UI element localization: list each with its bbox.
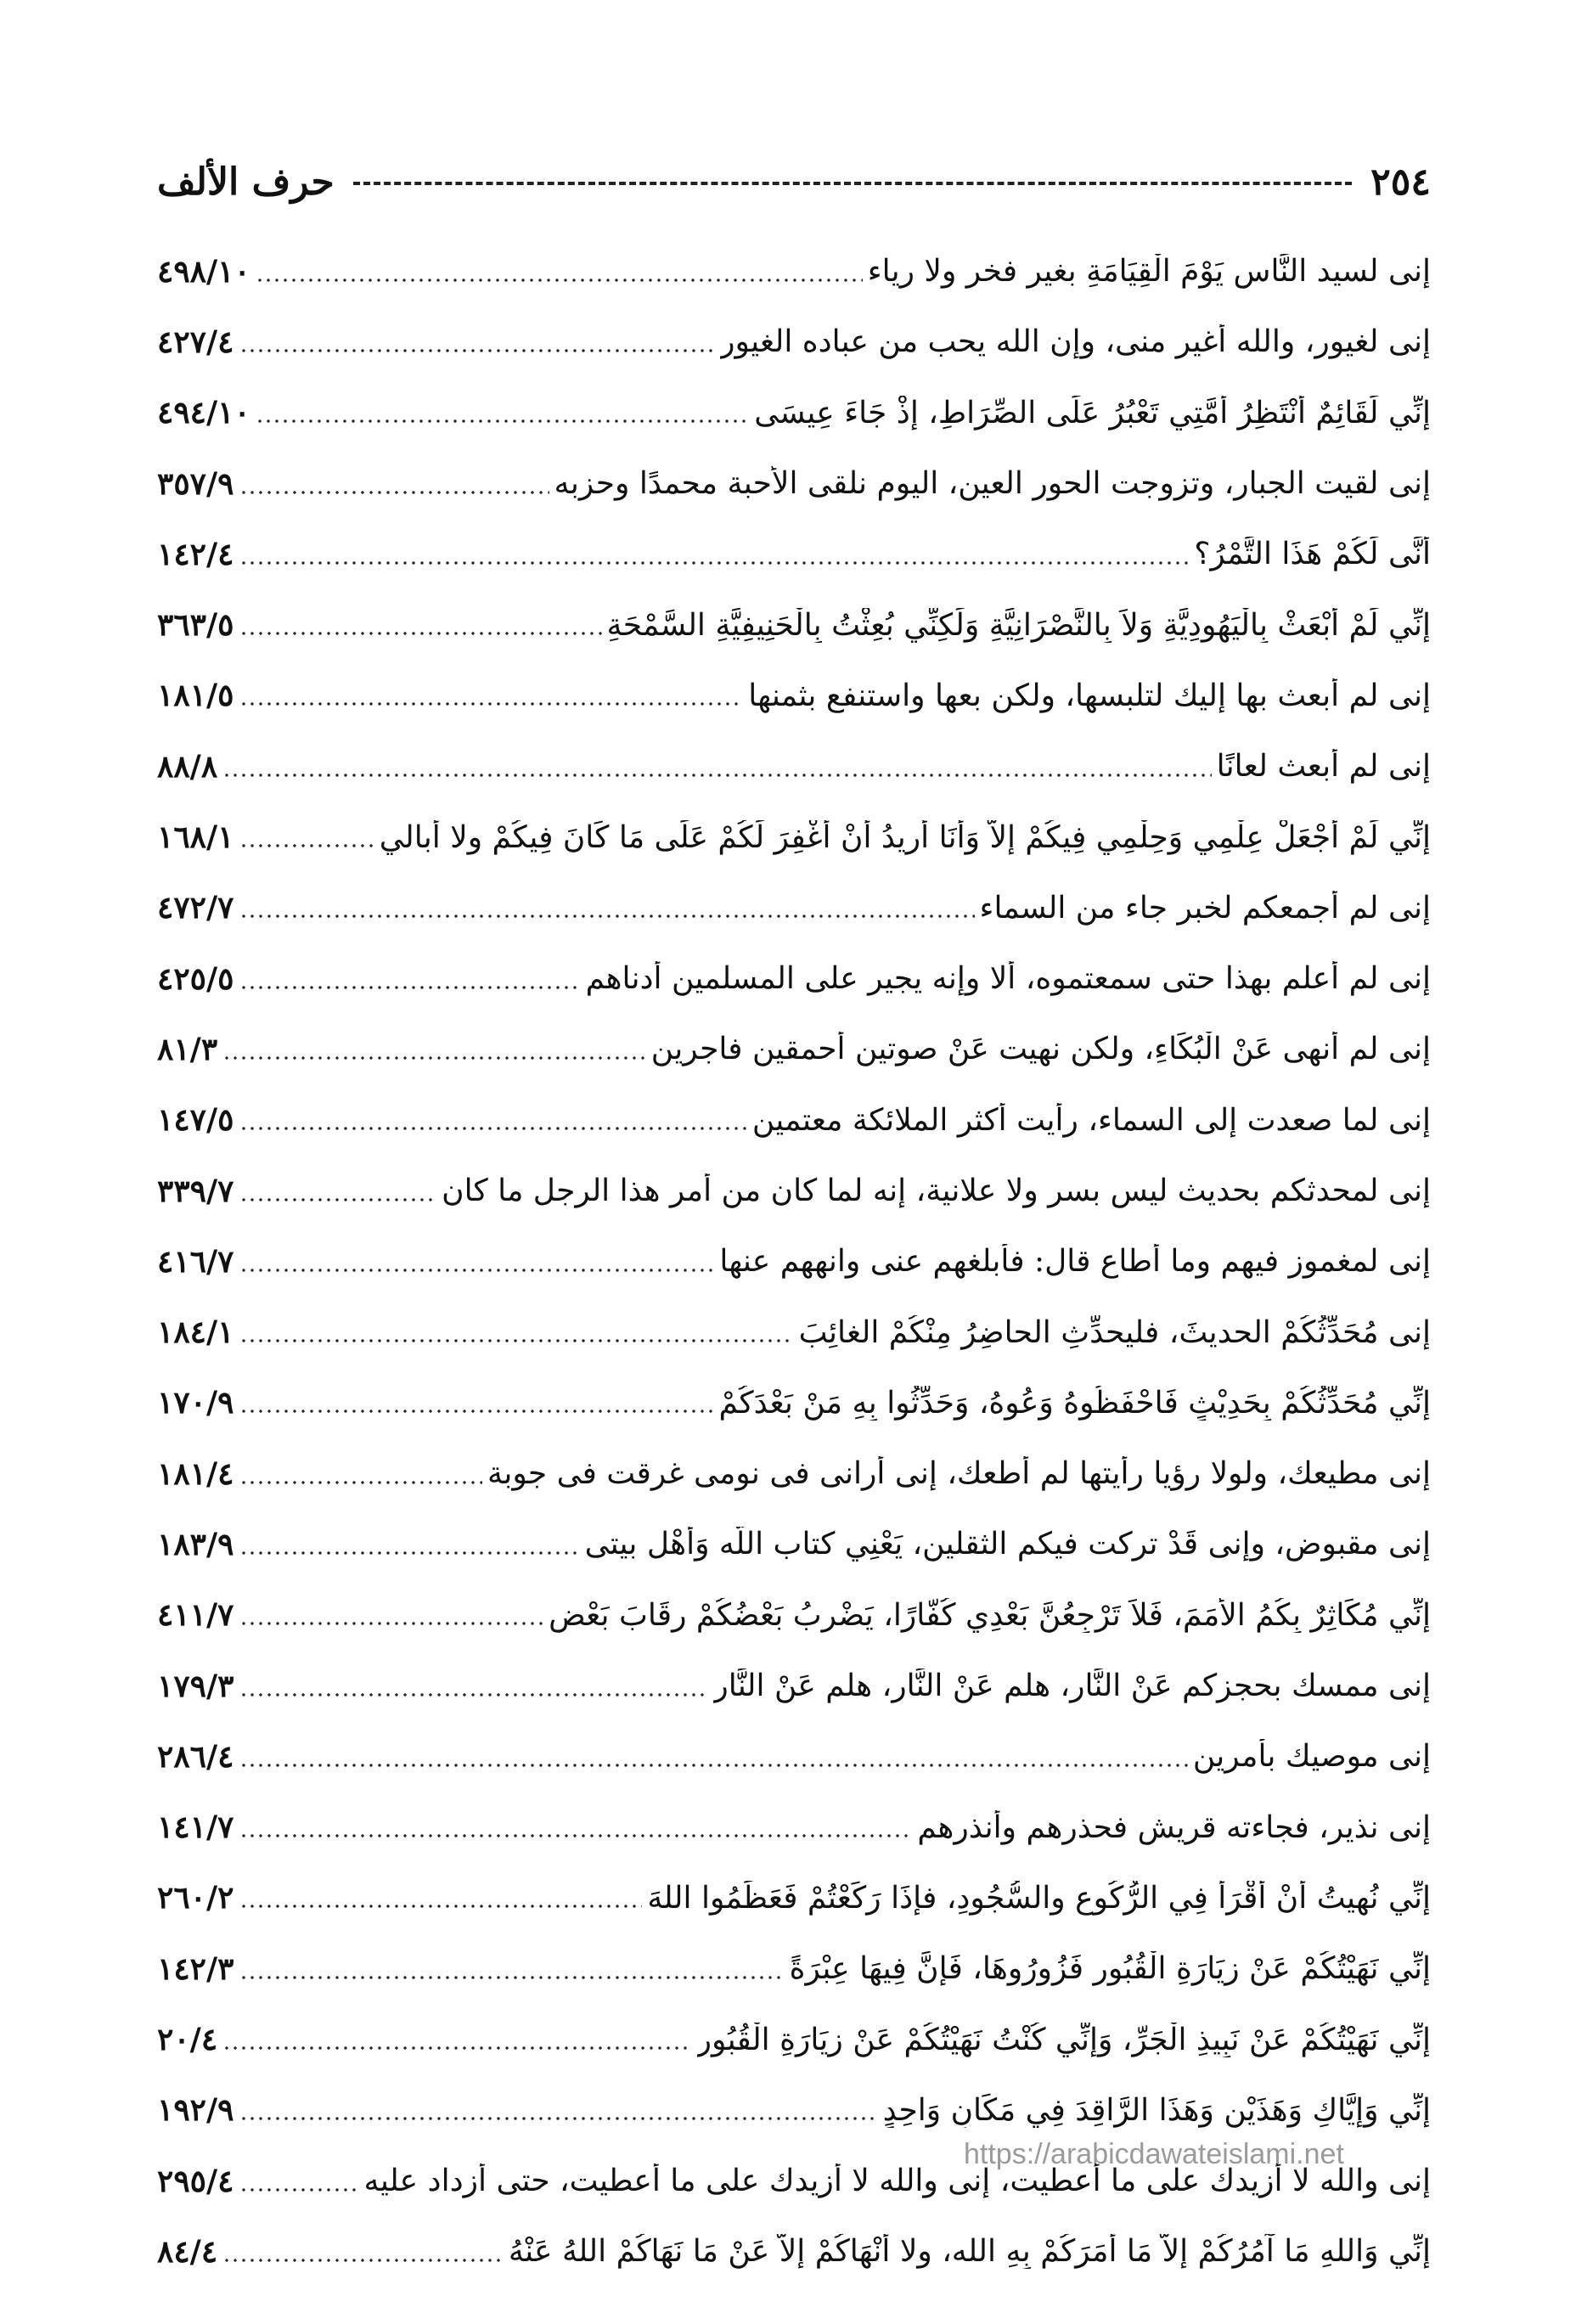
dot-leader [222, 771, 1212, 779]
volume-page-reference: ٢٨٦/٤ [157, 1738, 234, 1775]
hadith-text: إنى مُحَدِّثُكُمْ الحديثَ، فليحدِّثِ الحاضِرُ مِنْكُمْ الغائِبَ [798, 1314, 1431, 1350]
index-entry [157, 519, 1431, 589]
volume-page-reference: ٢٦٠/٢ [157, 1880, 234, 1916]
dot-leader [239, 559, 1190, 567]
dot-leader [239, 841, 374, 850]
dot-leader [239, 2114, 878, 2123]
volume-page-reference: ١٧٠/٩ [157, 1385, 234, 1421]
volume-page-reference: ٤٩٤/١٠ [157, 395, 250, 431]
index-entry [157, 661, 1431, 731]
volume-page-reference: ٤١٦/٧ [157, 1243, 234, 1280]
hadith-text: إنى موصيك بأمرين [1192, 1739, 1431, 1775]
volume-page-reference: ١٤٢/٣ [157, 1950, 234, 1987]
index-entry [157, 378, 1431, 448]
volume-page-reference: ١٤٢/٤ [157, 536, 234, 572]
hadith-text: إنى لقيت الجبار، وتزوجت الحور العين، اليوم نلقى الأحبة محمدًا وحزبه [554, 466, 1431, 502]
index-entry [157, 1792, 1431, 1863]
volume-page-reference: ٢٩٥/٤ [157, 2163, 234, 2199]
dot-leader [239, 912, 975, 920]
index-entry [157, 1156, 1431, 1226]
hadith-text: إنى لم أجمعكم لخبر جاء من السماء [979, 890, 1431, 926]
index-entry [157, 1509, 1431, 1579]
dot-leader [239, 1124, 747, 1133]
hadith-text: إنى مطيعك، ولولا رؤيا رأيتها لم أطعك، إنى أرانى فى نومى غرقت فى جوبة [487, 1456, 1431, 1492]
index-entry [157, 2075, 1431, 2146]
section-title: حرف الألف [157, 160, 335, 204]
volume-page-reference: ٨١/٣ [157, 1031, 218, 1067]
hadith-text: إنى مقبوض، وإنى قَدْ تركت فيكم الثقلين، يَعْنِي كتاب اللَّه وَأَهْلِ بيتى [584, 1527, 1431, 1562]
volume-page-reference: ٣٦٣/٥ [157, 607, 234, 644]
hadith-text: إِنِّي وَإِيَّاكِ وَهَذَيْنِ وَهَذَا الرَّاقِدَ فِي مَكَانٍ وَاحِدٍ [882, 2092, 1431, 2128]
dot-leader [239, 346, 716, 355]
hadith-text: إنى لمغموز فيهم وما أطاع قال: فأبلغهم عنى وانههم عنها [719, 1244, 1431, 1280]
hadith-text: أَنَّى لَكُمْ هَذَا التَّمْرُ؟ [1194, 537, 1431, 572]
hadith-text: إنى لم أبعث لعانًا [1216, 749, 1431, 785]
index-entry [157, 1933, 1431, 2004]
dot-leader [256, 417, 749, 425]
hadith-text: إِنِّي لَقَائِمٌ أَنْتَظِرُ أُمَّتِي تَعْبُرُ عَلَى الصِّرَاطِ، إِذْ جَاءَ عِيسَى [754, 395, 1431, 430]
hadith-text: إنى لمحدثكم بحديث ليس بسر ولا علانية، إنه لما كان من أمر هذا الرجل ما كان [442, 1173, 1431, 1208]
dot-leader [239, 1902, 643, 1910]
volume-page-reference: ٤٢٧/٤ [157, 324, 234, 360]
dot-leader [239, 1691, 709, 1699]
dot-leader [239, 700, 744, 708]
volume-page-reference: ١٨١/٥ [157, 678, 234, 714]
dot-leader [239, 1832, 913, 1840]
index-entry [157, 1863, 1431, 1933]
index-entry [157, 1438, 1431, 1509]
volume-page-reference: ١٨١/٤ [157, 1455, 234, 1492]
volume-page-reference: ٨٤/٤ [157, 2233, 218, 2270]
hadith-index-list [157, 236, 1431, 2287]
header-dashed-rule [353, 182, 1352, 185]
page-header [157, 151, 1431, 212]
dot-leader [222, 2044, 692, 2052]
hadith-text: إنى لغيور، والله أغير منى، وإن الله يحب من عباده الغيور [720, 324, 1431, 360]
volume-page-reference: ٢٠/٤ [157, 2022, 218, 2058]
volume-page-reference: ٤٩٨/١٠ [157, 253, 250, 290]
index-entry [157, 1014, 1431, 1084]
volume-page-reference: ٣٥٧/٩ [157, 465, 234, 502]
hadith-text: إِنِّي لَمْ أَجْعَلْ عِلْمِي وَحِلْمِي فِيكُمْ إِلاَّ وَأَنَا أُرِيدُ أَنْ أَغْفِرَ لَكُمْ عَلَى مَا كَانَ فِيكُمْ ولا أبالي [379, 819, 1431, 855]
hadith-text: إِنِّي مُحَدِّثُكُمْ بِحَدِيْثٍ فَاحْفَظُوهُ وَعُوهُ، وَحَدِّثُوا بِهِ مَنْ بَعْدَكُمْ [718, 1385, 1431, 1421]
hadith-text: إنى نذير، فجاءته قريش فحذرهم وأنذرهم [917, 1809, 1431, 1845]
hadith-text: إِنِّي نَهَيْتُكُمْ عَنْ زِيَارَةِ الْقُبُورِ فَزُورُوهَا، فَإِنَّ فِيهَا عِبْرَةً [789, 1951, 1431, 1987]
index-entry [157, 1368, 1431, 1438]
hadith-text: إِنِّي نَهَيْتُكُمْ عَنْ نَبِيذِ الْجَرِّ، وَإِنِّي كُنْتُ نَهَيْتُكُمْ عَنْ زِيَارَةِ الْقُبُورِ [696, 2022, 1431, 2057]
dot-leader [222, 1054, 646, 1062]
index-entry [157, 2004, 1431, 2074]
dot-leader [239, 1973, 785, 1982]
dot-leader [239, 629, 602, 638]
volume-page-reference: ٨٨/٨ [157, 748, 218, 785]
dot-leader [239, 2186, 359, 2194]
index-entry [157, 589, 1431, 660]
volume-page-reference: ١٨٣/٩ [157, 1526, 234, 1562]
dot-leader [256, 276, 863, 284]
hadith-text: إِنِّي لَمْ أُبْعَثْ بِالْيَهُودِيَّةِ وَلاَ بِالنَّصْرَانِيَّةِ وَلَكِنِّي بُعِثْتُ بِالْحَنِيفِيَّةِ السَّمْحَةِ [606, 607, 1431, 643]
volume-page-reference: ٤١١/٧ [157, 1597, 234, 1634]
index-entry [157, 943, 1431, 1014]
index-entry [157, 873, 1431, 943]
dot-leader [239, 1336, 794, 1345]
hadith-text: إنى والله لا أزيدك على ما أعطيت، إنى والله لا أزيدك على ما أعطيت، حتى أزداد عليه [363, 2164, 1431, 2199]
dot-leader [239, 1407, 714, 1415]
index-entry [157, 1721, 1431, 1792]
dot-leader [239, 1266, 715, 1275]
hadith-text: إنى لم أبعث بها إليك لتلبسها، ولكن بعها واستنفع بثمنها [748, 678, 1431, 713]
volume-page-reference: ١٩٢/٩ [157, 2092, 234, 2129]
dot-leader [239, 1478, 483, 1487]
volume-page-reference: ١٤١/٧ [157, 1809, 234, 1846]
volume-page-reference: ١٤٧/٥ [157, 1102, 234, 1139]
volume-page-reference: ١٨٤/١ [157, 1314, 234, 1351]
index-entry [157, 1085, 1431, 1156]
index-entry [157, 448, 1431, 519]
volume-page-reference: ١٦٨/١ [157, 819, 234, 856]
hadith-text: إِنِّي نُهِيتُ أَنْ أَقْرَأَ فِي الرُّكُوعِ والسُّجُودِ، فإِذَا رَكَعْتُمْ فَعَظِّمُوا اللهَ [647, 1880, 1431, 1916]
dot-leader [239, 1761, 1188, 1770]
index-entry [157, 1297, 1431, 1367]
hadith-text: إنى لم أعلم بهذا حتى سمعتموه، ألا وإنه يجير على المسلمين أدناهم [585, 961, 1431, 997]
dot-leader [239, 1196, 437, 1204]
index-entry [157, 1226, 1431, 1297]
hadith-text: إنى لم أنهى عَنْ الْبُكَاءِ، ولكن نهيت عَنْ صوتين أحمقين فاجرين [650, 1032, 1431, 1067]
page-number: ٢٥٤ [1370, 160, 1431, 204]
index-entry [157, 236, 1431, 307]
index-entry [157, 1580, 1431, 1651]
dot-leader [239, 983, 581, 992]
volume-page-reference: ١٧٩/٣ [157, 1668, 234, 1704]
dot-leader [239, 488, 549, 497]
index-entry [157, 2216, 1431, 2287]
index-entry [157, 1651, 1431, 1721]
volume-page-reference: ٤٢٥/٥ [157, 960, 234, 997]
hadith-text: إنى لما صعدت إلى السماء، رأيت أكثر الملائكة معتمين [751, 1102, 1431, 1138]
hadith-text: إِنِّي مُكَاثِرٌ بِكُمُ الأُمَمَ، فَلاَ تَرْجِعُنَّ بَعْدِي كُفَّارًا، يَضْرِبُ بَعْضُكُمْ رِقَابَ بَعْضٍ [549, 1597, 1431, 1633]
hadith-text: إِنِّي وَاللهِ مَا آمُرُكُمْ إِلاَّ مَا أَمَرَكُمْ بِهِ الله، ولا أَنْهَاكُمْ إِلاَّ عَنْ مَا نَهَاكُمْ اللهُ عَنْهُ [508, 2234, 1431, 2270]
volume-page-reference: ٤٧٢/٧ [157, 890, 234, 926]
volume-page-reference: ٣٣٩/٧ [157, 1173, 234, 1209]
index-entry [157, 731, 1431, 802]
hadith-text: إنى ممسك بحجزكم عَنْ النَّار، هلم عَنْ النَّار، هلم عَنْ النَّار [713, 1668, 1431, 1704]
dot-leader [222, 2256, 504, 2265]
watermark-url: https://arabicdawateislami.net [964, 2138, 1344, 2170]
dot-leader [239, 1549, 580, 1557]
hadith-text: إنى لسيد النَّاس يَوْمَ الْقِيَامَةِ بغير فخر ولا رياء [867, 254, 1431, 290]
index-entry [157, 802, 1431, 872]
dot-leader [239, 1619, 544, 1628]
index-entry [157, 307, 1431, 377]
